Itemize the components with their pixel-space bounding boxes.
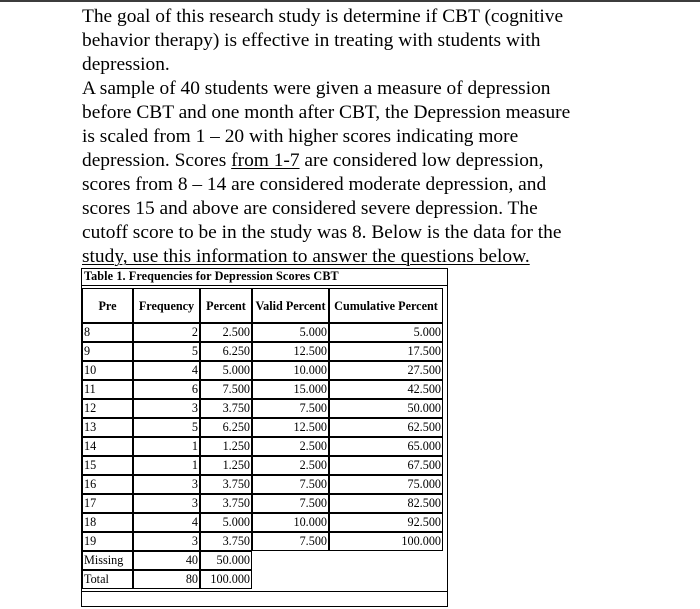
table-cell: Total bbox=[82, 570, 133, 589]
table-row bbox=[82, 513, 443, 532]
table-cell: 50.000 bbox=[200, 551, 252, 570]
table-cell: 7.500 bbox=[252, 494, 329, 513]
header-percent: Percent bbox=[200, 288, 252, 323]
table-cell: 3 bbox=[133, 494, 200, 513]
passage-line: scores from 8 – 14 are considered moderate depression, and bbox=[82, 174, 547, 195]
table-cell: 5.000 bbox=[200, 513, 252, 532]
table-cell: 40 bbox=[133, 551, 200, 570]
table-row bbox=[82, 380, 443, 399]
table-cell: 7.500 bbox=[252, 475, 329, 494]
passage-text bbox=[82, 5, 692, 269]
table-cell: 10.000 bbox=[252, 361, 329, 380]
passage-line: before CBT and one month after CBT, the Depression measure bbox=[82, 102, 571, 123]
table-cell bbox=[252, 570, 329, 589]
table-cell: 12 bbox=[82, 399, 133, 418]
table-cell: 2.500 bbox=[252, 437, 329, 456]
table-cell: 9 bbox=[82, 342, 133, 361]
table-cell: 3.750 bbox=[200, 494, 252, 513]
table-row bbox=[82, 399, 443, 418]
frequency-table bbox=[82, 288, 443, 589]
table-row bbox=[82, 361, 443, 380]
passage-line: The goal of this research study is determine if CBT (cognitive bbox=[82, 6, 564, 27]
table-cell: 92.500 bbox=[329, 513, 443, 532]
table-cell: 82.500 bbox=[329, 494, 443, 513]
passage-line: is scaled from 1 – 20 with higher scores indicating more bbox=[82, 126, 519, 147]
table-cell: 1.250 bbox=[200, 437, 252, 456]
table-cell: 1 bbox=[133, 437, 200, 456]
table-cell: 4 bbox=[133, 361, 200, 380]
passage-text-segment: are considered low depression, bbox=[299, 150, 544, 171]
table-cell: 2.500 bbox=[252, 456, 329, 475]
table-cell: 13 bbox=[82, 418, 133, 437]
table-header-row bbox=[82, 288, 443, 323]
table-cell bbox=[329, 551, 443, 570]
table-caption: Table 1. Frequencies for Depression Scores CBT bbox=[84, 269, 339, 283]
table-cell: 1.250 bbox=[200, 456, 252, 475]
table-cell: 18 bbox=[82, 513, 133, 532]
table-row bbox=[82, 437, 443, 456]
table-row bbox=[82, 494, 443, 513]
table-cell: 7.500 bbox=[200, 380, 252, 399]
table-cell: 6.250 bbox=[200, 342, 252, 361]
passage-line: cutoff score to be in the study was 8. Below is the data for the bbox=[82, 222, 562, 243]
table-bottom-divider bbox=[82, 591, 447, 592]
table-cell: 11 bbox=[82, 380, 133, 399]
table-row bbox=[82, 551, 443, 570]
header-cumulative-percent: Cumulative Percent bbox=[329, 288, 443, 323]
frequency-table-container bbox=[81, 268, 448, 607]
passage-line: scores 15 and above are considered severe depression. The bbox=[82, 198, 538, 219]
table-cell: 5.000 bbox=[329, 323, 443, 342]
table-cell: 3.750 bbox=[200, 475, 252, 494]
table-cell: 62.500 bbox=[329, 418, 443, 437]
table-row bbox=[82, 418, 443, 437]
table-cell: 1 bbox=[133, 456, 200, 475]
passage-line: study, use this information to answer the questions below. bbox=[82, 246, 530, 267]
table-cell: 4 bbox=[133, 513, 200, 532]
table-cell: 3 bbox=[133, 532, 200, 551]
header-valid-percent: Valid Percent bbox=[252, 288, 329, 323]
table-cell: 3.750 bbox=[200, 399, 252, 418]
table-cell: 10.000 bbox=[252, 513, 329, 532]
table-cell: 67.500 bbox=[329, 456, 443, 475]
header-frequency: Frequency bbox=[133, 288, 200, 323]
passage-line: depression. bbox=[82, 54, 170, 75]
underlined-range-text: from 1-7 bbox=[231, 150, 300, 171]
table-cell: 15 bbox=[82, 456, 133, 475]
table-cell: 17.500 bbox=[329, 342, 443, 361]
table-cell: 14 bbox=[82, 437, 133, 456]
table-cell: 5 bbox=[133, 418, 200, 437]
top-border bbox=[0, 0, 700, 2]
table-cell: 2 bbox=[133, 323, 200, 342]
table-cell: 3 bbox=[133, 399, 200, 418]
table-cell: 8 bbox=[82, 323, 133, 342]
table-cell bbox=[329, 570, 443, 589]
table-cell: 3 bbox=[133, 475, 200, 494]
table-cell: 7.500 bbox=[252, 532, 329, 551]
table-cell: 5 bbox=[133, 342, 200, 361]
passage-line bbox=[82, 149, 692, 173]
table-cell: 19 bbox=[82, 532, 133, 551]
table-cell: Missing bbox=[82, 551, 133, 570]
table-row bbox=[82, 532, 443, 551]
table-cell: 10 bbox=[82, 361, 133, 380]
table-row bbox=[82, 475, 443, 494]
header-pre: Pre bbox=[82, 288, 133, 323]
table-cell: 65.000 bbox=[329, 437, 443, 456]
caption-divider bbox=[82, 285, 447, 286]
table-row bbox=[82, 456, 443, 475]
table-cell: 12.500 bbox=[252, 342, 329, 361]
table-cell: 15.000 bbox=[252, 380, 329, 399]
passage-line: behavior therapy) is effective in treating with students with bbox=[82, 30, 541, 51]
table-cell: 100.000 bbox=[200, 570, 252, 589]
table-cell: 75.000 bbox=[329, 475, 443, 494]
table-cell: 5.000 bbox=[252, 323, 329, 342]
passage-line: A sample of 40 students were given a measure of depression bbox=[82, 78, 551, 99]
table-cell: 16 bbox=[82, 475, 133, 494]
table-row bbox=[82, 323, 443, 342]
table-cell: 2.500 bbox=[200, 323, 252, 342]
table-cell: 80 bbox=[133, 570, 200, 589]
table-cell: 7.500 bbox=[252, 399, 329, 418]
table-cell: 6.250 bbox=[200, 418, 252, 437]
passage-text-segment: depression. Scores bbox=[82, 150, 232, 171]
table-cell: 5.000 bbox=[200, 361, 252, 380]
table-cell: 17 bbox=[82, 494, 133, 513]
table-cell: 27.500 bbox=[329, 361, 443, 380]
table-row bbox=[82, 342, 443, 361]
table-cell: 12.500 bbox=[252, 418, 329, 437]
table-cell bbox=[252, 551, 329, 570]
table-cell: 3.750 bbox=[200, 532, 252, 551]
table-cell: 100.000 bbox=[329, 532, 443, 551]
table-cell: 42.500 bbox=[329, 380, 443, 399]
table-cell: 6 bbox=[133, 380, 200, 399]
table-cell: 50.000 bbox=[329, 399, 443, 418]
table-row bbox=[82, 570, 443, 589]
